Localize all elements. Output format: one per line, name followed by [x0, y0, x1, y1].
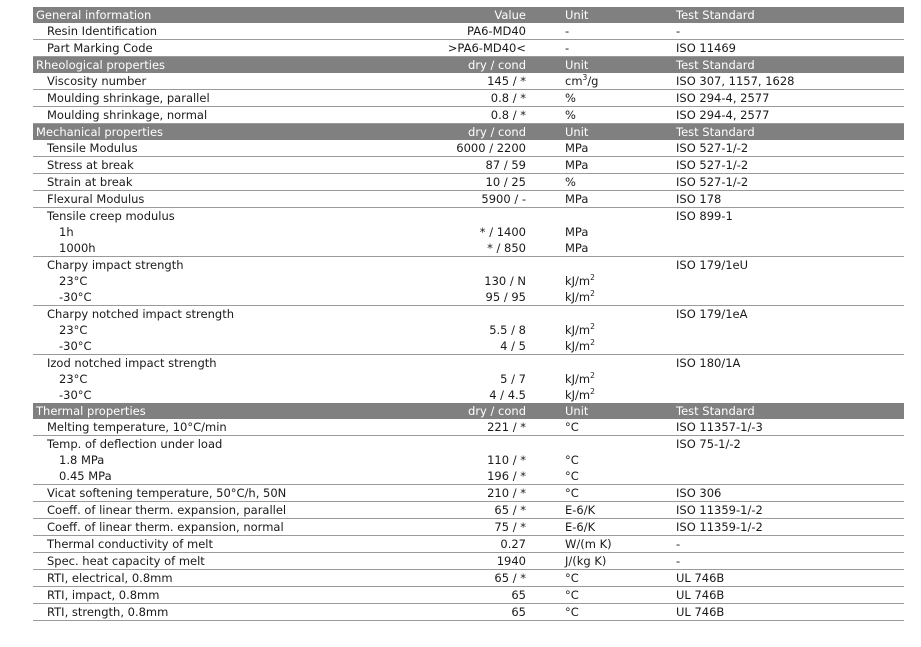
section-standard-header: Test Standard [649, 57, 904, 74]
property-name: Strain at break [33, 174, 437, 191]
material-properties-table [33, 7, 904, 621]
property-unit: - [552, 40, 649, 57]
property-value [437, 436, 552, 453]
property-value: 65 / * [437, 570, 552, 587]
property-unit: J/(kg K) [552, 553, 649, 570]
property-name: Spec. heat capacity of melt [33, 553, 437, 570]
test-standard: ISO 180/1A [649, 355, 904, 372]
test-standard [649, 322, 904, 338]
property-value: 110 / * [437, 452, 552, 468]
property-name: 1.8 MPa [33, 452, 437, 468]
test-standard: ISO 11359-1/-2 [649, 502, 904, 519]
table-row [33, 90, 904, 107]
table-row [33, 536, 904, 553]
section-value-header: dry / cond [437, 403, 552, 419]
property-unit: °C [552, 570, 649, 587]
section-title: General information [33, 7, 437, 23]
property-value: 130 / N [437, 273, 552, 289]
property-name: 23°C [33, 322, 437, 338]
test-standard [649, 387, 904, 403]
property-value: * / 850 [437, 240, 552, 257]
property-unit [552, 257, 649, 274]
property-name: RTI, electrical, 0.8mm [33, 570, 437, 587]
property-unit [552, 306, 649, 323]
property-unit: $kJ/m^2$ [552, 387, 649, 403]
table-row [33, 107, 904, 124]
test-standard: UL 746B [649, 570, 904, 587]
section-standard-header: Test Standard [649, 403, 904, 419]
property-value: 95 / 95 [437, 289, 552, 306]
property-value: 145 / * [437, 73, 552, 90]
table-row [33, 468, 904, 485]
property-name: Charpy impact strength [33, 257, 437, 274]
test-standard: ISO 294-4, 2577 [649, 107, 904, 124]
property-unit: $cm^3/g$ [552, 73, 649, 90]
property-unit: °C [552, 452, 649, 468]
property-unit: °C [552, 587, 649, 604]
table-row [33, 587, 904, 604]
table-row [33, 306, 904, 323]
property-value: 65 [437, 587, 552, 604]
test-standard: UL 746B [649, 604, 904, 621]
property-name: RTI, impact, 0.8mm [33, 587, 437, 604]
property-unit: - [552, 23, 649, 40]
section-unit-header: Unit [552, 7, 649, 23]
table-row [33, 519, 904, 536]
property-name: Izod notched impact strength [33, 355, 437, 372]
property-value: 0.8 / * [437, 107, 552, 124]
property-value: 210 / * [437, 485, 552, 502]
table-row [33, 485, 904, 502]
test-standard: ISO 306 [649, 485, 904, 502]
property-unit: MPa [552, 224, 649, 240]
section-header-general-information [33, 7, 904, 23]
test-standard: ISO 527-1/-2 [649, 174, 904, 191]
property-value: * / 1400 [437, 224, 552, 240]
section-unit-header: Unit [552, 57, 649, 74]
property-name: RTI, strength, 0.8mm [33, 604, 437, 621]
test-standard: ISO 11359-1/-2 [649, 519, 904, 536]
test-standard: ISO 527-1/-2 [649, 157, 904, 174]
property-name: Part Marking Code [33, 40, 437, 57]
test-standard: ISO 75-1/-2 [649, 436, 904, 453]
property-unit [552, 208, 649, 225]
test-standard [649, 452, 904, 468]
property-name: Charpy notched impact strength [33, 306, 437, 323]
section-title: Rheological properties [33, 57, 437, 74]
table-row [33, 240, 904, 257]
property-name: -30°C [33, 289, 437, 306]
table-row [33, 452, 904, 468]
test-standard: - [649, 553, 904, 570]
property-value: 4 / 4.5 [437, 387, 552, 403]
property-name: 23°C [33, 371, 437, 387]
table-row [33, 371, 904, 387]
table-row [33, 355, 904, 372]
property-value [437, 257, 552, 274]
table-row [33, 273, 904, 289]
table-row [33, 436, 904, 453]
test-standard [649, 273, 904, 289]
test-standard [649, 289, 904, 306]
table-row [33, 553, 904, 570]
property-name: 1h [33, 224, 437, 240]
property-name: Viscosity number [33, 73, 437, 90]
property-value: PA6-MD40 [437, 23, 552, 40]
test-standard: ISO 178 [649, 191, 904, 208]
property-name: Vicat softening temperature, 50°C/h, 50N [33, 485, 437, 502]
property-unit: % [552, 174, 649, 191]
test-standard: ISO 294-4, 2577 [649, 90, 904, 107]
property-unit: $kJ/m^2$ [552, 371, 649, 387]
table-row [33, 322, 904, 338]
section-unit-header: Unit [552, 403, 649, 419]
property-name: Tensile creep modulus [33, 208, 437, 225]
property-unit: MPa [552, 240, 649, 257]
table-row [33, 40, 904, 57]
test-standard [649, 224, 904, 240]
section-value-header: dry / cond [437, 124, 552, 141]
property-value: 6000 / 2200 [437, 140, 552, 157]
property-unit: E-6/K [552, 502, 649, 519]
table-row [33, 157, 904, 174]
property-name: Temp. of deflection under load [33, 436, 437, 453]
table-row [33, 604, 904, 621]
table-row [33, 73, 904, 90]
property-name: Coeff. of linear therm. expansion, normal [33, 519, 437, 536]
property-unit: °C [552, 485, 649, 502]
property-value: 10 / 25 [437, 174, 552, 191]
property-value: 196 / * [437, 468, 552, 485]
property-value: 4 / 5 [437, 338, 552, 355]
table-row [33, 140, 904, 157]
test-standard: - [649, 23, 904, 40]
property-value: 0.27 [437, 536, 552, 553]
property-name: Moulding shrinkage, normal [33, 107, 437, 124]
property-name: -30°C [33, 387, 437, 403]
datasheet-container [33, 7, 904, 621]
section-header-rheological-properties [33, 57, 904, 74]
section-value-header: Value [437, 7, 552, 23]
property-value [437, 355, 552, 372]
table-row [33, 191, 904, 208]
property-value [437, 306, 552, 323]
property-unit [552, 355, 649, 372]
property-value: 75 / * [437, 519, 552, 536]
table-row [33, 224, 904, 240]
table-row [33, 23, 904, 40]
property-unit: MPa [552, 157, 649, 174]
property-unit: % [552, 107, 649, 124]
table-body [33, 7, 904, 621]
test-standard [649, 240, 904, 257]
property-value: >PA6-MD40< [437, 40, 552, 57]
property-name: -30°C [33, 338, 437, 355]
property-name: Resin Identification [33, 23, 437, 40]
property-unit: $kJ/m^2$ [552, 289, 649, 306]
test-standard: ISO 11469 [649, 40, 904, 57]
property-unit: MPa [552, 140, 649, 157]
property-unit: E-6/K [552, 519, 649, 536]
table-row [33, 289, 904, 306]
property-unit: °C [552, 468, 649, 485]
property-value: 5 / 7 [437, 371, 552, 387]
table-row [33, 174, 904, 191]
property-name: 23°C [33, 273, 437, 289]
test-standard: - [649, 536, 904, 553]
property-value: 5900 / - [437, 191, 552, 208]
property-unit: $kJ/m^2$ [552, 273, 649, 289]
table-row [33, 338, 904, 355]
property-name: 1000h [33, 240, 437, 257]
property-value: 1940 [437, 553, 552, 570]
table-row [33, 257, 904, 274]
property-unit: % [552, 90, 649, 107]
test-standard: ISO 11357-1/-3 [649, 419, 904, 436]
property-value: 65 [437, 604, 552, 621]
property-name: Coeff. of linear therm. expansion, parallel [33, 502, 437, 519]
property-unit [552, 436, 649, 453]
section-title: Mechanical properties [33, 124, 437, 141]
property-name: Thermal conductivity of melt [33, 536, 437, 553]
section-standard-header: Test Standard [649, 7, 904, 23]
property-name: Tensile Modulus [33, 140, 437, 157]
property-unit: °C [552, 604, 649, 621]
table-row [33, 387, 904, 403]
property-name: Melting temperature, 10°C/min [33, 419, 437, 436]
property-name: Flexural Modulus [33, 191, 437, 208]
table-row [33, 570, 904, 587]
property-name: Moulding shrinkage, parallel [33, 90, 437, 107]
test-standard [649, 371, 904, 387]
test-standard: ISO 899-1 [649, 208, 904, 225]
test-standard: ISO 527-1/-2 [649, 140, 904, 157]
property-value [437, 208, 552, 225]
property-name: 0.45 MPa [33, 468, 437, 485]
section-header-thermal-properties [33, 403, 904, 419]
property-unit: $kJ/m^2$ [552, 338, 649, 355]
section-title: Thermal properties [33, 403, 437, 419]
table-row [33, 502, 904, 519]
test-standard [649, 468, 904, 485]
section-unit-header: Unit [552, 124, 649, 141]
property-unit: W/(m K) [552, 536, 649, 553]
table-row [33, 419, 904, 436]
section-value-header: dry / cond [437, 57, 552, 74]
table-row [33, 208, 904, 225]
property-value: 5.5 / 8 [437, 322, 552, 338]
property-unit: $kJ/m^2$ [552, 322, 649, 338]
property-value: 65 / * [437, 502, 552, 519]
property-value: 87 / 59 [437, 157, 552, 174]
property-value: 221 / * [437, 419, 552, 436]
property-unit: °C [552, 419, 649, 436]
section-header-mechanical-properties [33, 124, 904, 141]
test-standard: ISO 179/1eA [649, 306, 904, 323]
section-standard-header: Test Standard [649, 124, 904, 141]
property-name: Stress at break [33, 157, 437, 174]
property-unit: MPa [552, 191, 649, 208]
test-standard [649, 338, 904, 355]
property-value: 0.8 / * [437, 90, 552, 107]
test-standard: UL 746B [649, 587, 904, 604]
test-standard: ISO 179/1eU [649, 257, 904, 274]
test-standard: ISO 307, 1157, 1628 [649, 73, 904, 90]
